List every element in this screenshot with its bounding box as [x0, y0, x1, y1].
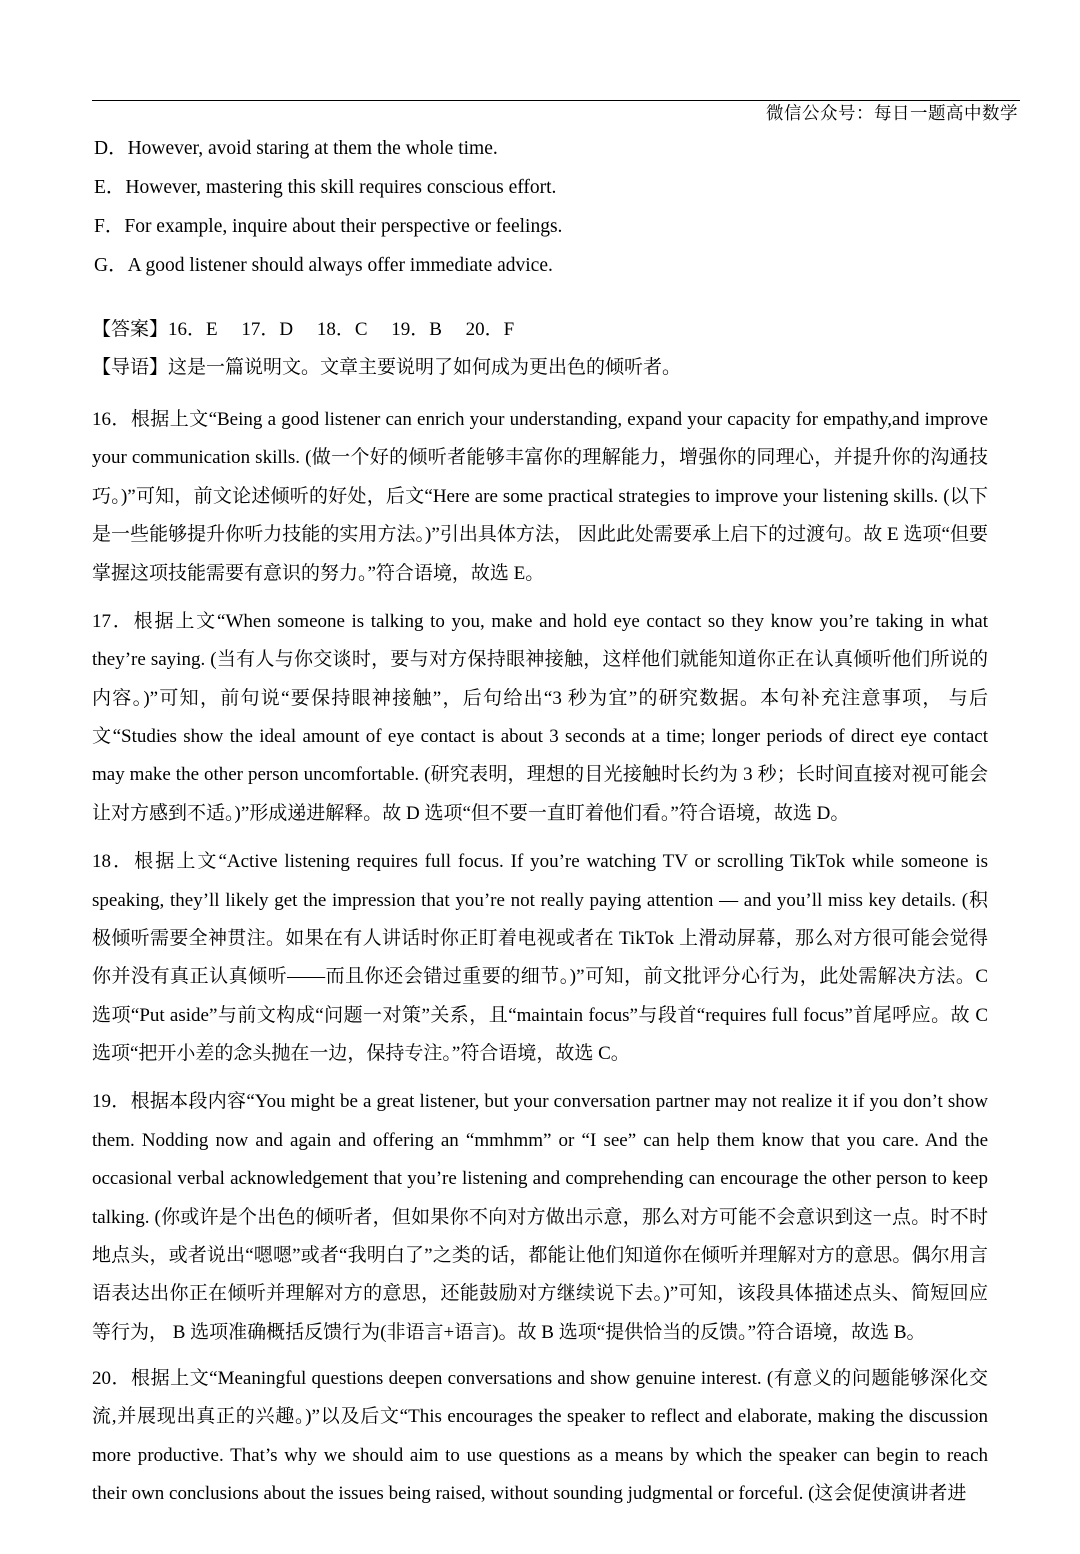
option-line-f: F．For example, inquire about their perspective or feelings.: [94, 216, 563, 238]
option-line-e: E．However, mastering this skill requires conscious effort.: [94, 177, 557, 199]
option-line-d: D．However, avoid staring at them the whole time.: [94, 138, 498, 159]
option-line-g: G．A good listener should always offer immediate advice.: [94, 255, 553, 277]
header-note: 微信公众号：每日一题高中数学: [766, 103, 1018, 123]
explanation-18: 18．根据上文“Active listening requires full focus. If you’re watching TV or scrolling TikTok while someone is speaking, they’ll likely get the impression that you’re not really paying attention — and you’ll miss key details. (积极倾听需要全神贯注。如果在有人讲话时你正盯着电视或者在 TikTok 上滑动屏幕，那么对方很可能会觉得你并没有真正认真倾听——而且你还会错过重要的细节。)”可知，前文批评分心行为，此处需解决方法。C 选项“Put aside”与前文构成“问题一对策”关系，且“maintain focus”与段首“requires full focus”首尾呼应。故 C 选项“把开小差的念头抛在一边，保持专注。”符合语境，故选 C。: [92, 851, 988, 1065]
explanation-17: 17．根据上文“When someone is talking to you, make and hold eye contact so they know you’re taking in what they’re saying. (当有人与你交谈时，要与对方保持眼神接触，这样他们就能知道你正在认真倾听他们所说的内容。)”可知，前句说“要保持眼神接触”，后句给出“3 秒为宜”的研究数据。本句补充注意事项， 与后文“Studies show the ideal amount of eye contact is about 3 seconds at a time; longer periods of direct eye contact may make the other person uncomfortable. (研究表明，理想的目光接触时长约为 3 秒；长时间直接对视可能会让对方感到不适。)”形成递进解释。故 D 选项“但不要一直盯着他们看。”符合语境，故选 D。: [92, 610, 988, 824]
document-content: [92, 130, 988, 1514]
explanation-19: 19．根据本段内容“You might be a great listener, but your conversation partner may not realize it if you don’t show them. Nodding now and again and offering an “mmhmm” or “I see” can help them know that you care. And the occasional verbal acknowledgement that you’re listening and comprehending can encourage the other person to keep talking. (你或许是个出色的倾听者，但如果你不向对方做出示意，那么对方可能不会意识到这一点。时不时地点头，或者说出“嗯嗯”或者“我明白了”之类的话，都能让他们知道你在倾听并理解对方的意思。偶尔用言语表达出你正在倾听并理解对方的意思，还能鼓励对方继续说下去。)”可知，该段具体描述点头、简短回应等行为， B 选项准确概括反馈行为(非语言+语言)。故 B 选项“提供恰当的反馈。”符合语境，故选 B。: [92, 1091, 988, 1343]
explanation-20: 20．根据上文“Meaningful questions deepen conversations and show genuine interest. (有意义的问题能够深化交流,并展现出真正的兴趣。)”以及后文“This encourages the speaker to reflect and elaborate, making the discussion more productive. That’s why we should aim to use questions as a means by which the speaker can begin to reach their own conclusions about the issues being raised, without sounding judgmental or forceful. (这会促使演讲者进: [92, 1368, 988, 1505]
guide-line: 【导语】这是一篇说明文。文章主要说明了如何成为更出色的倾听者。: [92, 357, 682, 379]
explanation-16: 16．根据上文“Being a good listener can enrich your understanding, expand your capacity for empathy,and improve your communication skills. (做一个好的倾听者能够丰富你的理解能力，增强你的同理心，并提升你的沟通技巧。)”可知，前文论述倾听的好处，后文“Here are some practical strategies to improve your listening skills. (以下是一些能够提升你听力技能的实用方法。)”引出具体方法， 因此此处需要承上启下的过渡句。故 E 选项“但要掌握这项技能需要有意识的努力。”符合语境，故选 E。: [92, 409, 988, 584]
answer-key-line: 【答案】16．E 17．D 18．C 19．B 20．F: [92, 319, 515, 341]
answers-block: [92, 311, 988, 387]
